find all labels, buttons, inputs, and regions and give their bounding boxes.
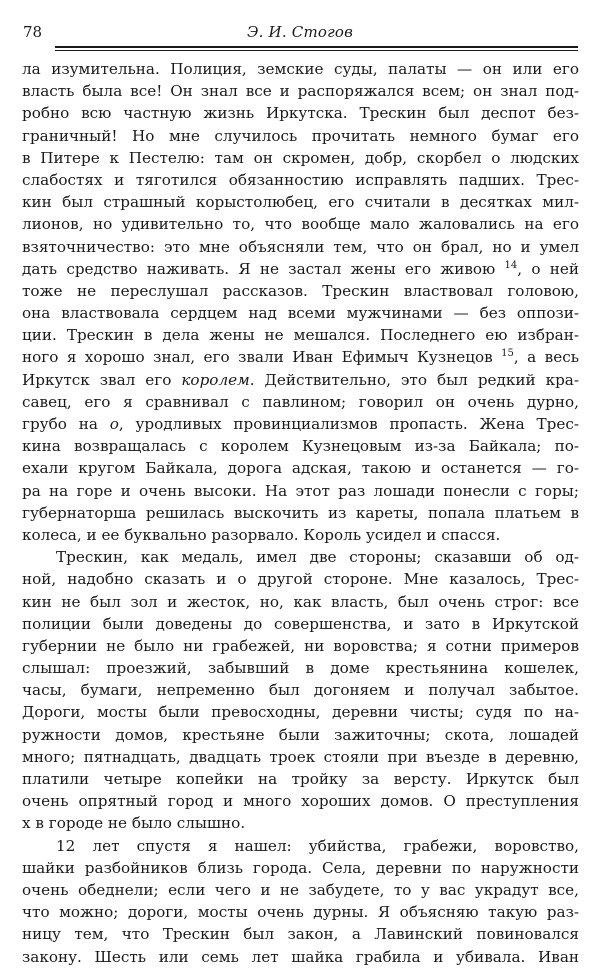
text-line: закону. Шесть или семь лет шайка грабила и убивала. Иван	[22, 947, 579, 966]
text-line: граничный! Но мне случилось прочитать немного бумаг его	[22, 126, 579, 145]
text-run: Иркутск звал его	[22, 370, 182, 389]
text-line: кин не был зол и жесток, но, как власть, был очень строг: все	[22, 592, 579, 611]
text-line: платили четыре копейки на тройку за версту. Иркутск был	[22, 770, 579, 788]
text-line: Трескин, как медаль, имел две стороны; сказавши об од-	[56, 548, 579, 567]
text-line: ла изумительна. Полиция, земские суды, палаты — он или его	[22, 60, 579, 78]
text-line: колеса, и ее буквально разорвало. Король усидел и спасся.	[22, 525, 501, 544]
text-line: слабостях и тяготился обязанностию исправлять падших. Трес-	[22, 170, 579, 189]
text-line: полиции были доведены до совершенства, и зато в Иркутской	[22, 614, 579, 633]
running-head	[20, 20, 580, 44]
text-line: Дороги, мосты были превосходны, деревни чисты; судя по на-	[22, 703, 579, 722]
emphasis: о	[109, 415, 119, 433]
text-line: ра на горе и очень высоки. На этот раз лошади понесли с горы;	[22, 481, 579, 500]
text-line: лионов, но удивительно то, что вообще мало жаловались на его	[22, 215, 579, 234]
paragraph-2	[22, 546, 579, 834]
text-run: ного я хорошо знал, его звали Иван Ефимыч Кузнецов	[22, 348, 502, 367]
text-line: взяточничество: это мне объясняли тем, что он брал, но и умел	[22, 237, 579, 256]
text-line	[22, 258, 579, 280]
text-line: ции. Трескин в дела жены не мешался. Последнего ею избран-	[22, 326, 579, 345]
text-run: , а весь	[513, 348, 579, 367]
text-run: . Действительно, это был редкий кра-	[249, 370, 579, 389]
text-line: ницу тем, что Трескин был закон, а Лавинский повиновался	[22, 925, 579, 944]
text-line: савец, его я сравнивал с павлином; говорил он очень дурно,	[22, 392, 579, 411]
text-line: ружности домов, крестьяне были зажиточны; скота, лошадей	[22, 725, 579, 744]
text-run: , уродливых провинциализмов пропасть. Жена Трес-	[118, 415, 579, 433]
text-line	[22, 413, 579, 435]
paragraph-1	[22, 58, 579, 546]
header-rule	[55, 46, 578, 51]
body-text	[22, 58, 579, 968]
text-line: ехали кругом Байкала, дорога адская, такою и останется — го-	[22, 459, 579, 478]
text-run: , о ней	[517, 259, 579, 278]
text-line: очень обеднели; если чего и не забудете, то у вас украдут все,	[22, 880, 579, 899]
text-line: 12 лет спустя я нашел: убийства, грабежи, воровство,	[56, 836, 579, 855]
text-line: очень опрятный город и много хороших домов. О преступления	[22, 792, 579, 811]
text-line: слышал: проезжий, забывший в доме крестьянина кошелек,	[22, 659, 579, 678]
text-line: х в городе не было слышно.	[22, 814, 246, 833]
text-line: что можно; дороги, мосты очень дурны. Я объясняю такую раз-	[22, 903, 579, 922]
text-line: кина возвращалась с королем Кузнецовым из-за Байкала; по-	[22, 437, 579, 456]
page-number: 78	[23, 23, 43, 41]
text-line: власть была все! Он знал все и распоряжался всем; он знал под-	[22, 82, 579, 101]
emphasis: королем	[181, 370, 250, 389]
running-title: Э. И. Стогов	[246, 23, 354, 41]
text-line: шайки разбойников близь города. Села, деревни по наружности	[22, 858, 579, 877]
text-run: дать средство наживать. Я не застал жены его живою	[22, 259, 505, 278]
footnote-ref-14[interactable]: 14	[504, 259, 518, 271]
footnote-ref-15[interactable]: 15	[501, 348, 514, 360]
text-run: грубо на	[22, 415, 110, 433]
text-line	[22, 346, 579, 368]
text-line: робно всю частную жизнь Иркутска. Трескин был деспот без-	[22, 104, 579, 123]
paragraph-3	[22, 835, 579, 968]
text-line: часы, бумаги, непременно был догоняем и получал забытое.	[22, 681, 579, 700]
text-line: губернии не было ни грабежей, ни воровства; я сотни примеров	[22, 636, 579, 655]
text-line: губернаторша решилась выскочить из кареты, попала платьем в	[22, 503, 579, 522]
text-line: ной, надобно сказать и о другой стороне. Мне казалось, Трес-	[22, 570, 579, 589]
text-line	[22, 369, 579, 391]
text-line: в Питере к Пестелю: там он скромен, добр, скорбел о людских	[22, 148, 579, 167]
text-line: кин был страшный корыстолюбец, его считали в десятках мил-	[22, 193, 579, 212]
text-line: тоже не переслушал рассказов. Трескин властвовал головою,	[22, 281, 579, 300]
text-line: много; пятнадцать, двадцать троек стояли при въезде в деревню,	[22, 747, 579, 766]
text-line: она властвовала сердцем над всеми мужчинами — без оппози-	[22, 304, 579, 323]
